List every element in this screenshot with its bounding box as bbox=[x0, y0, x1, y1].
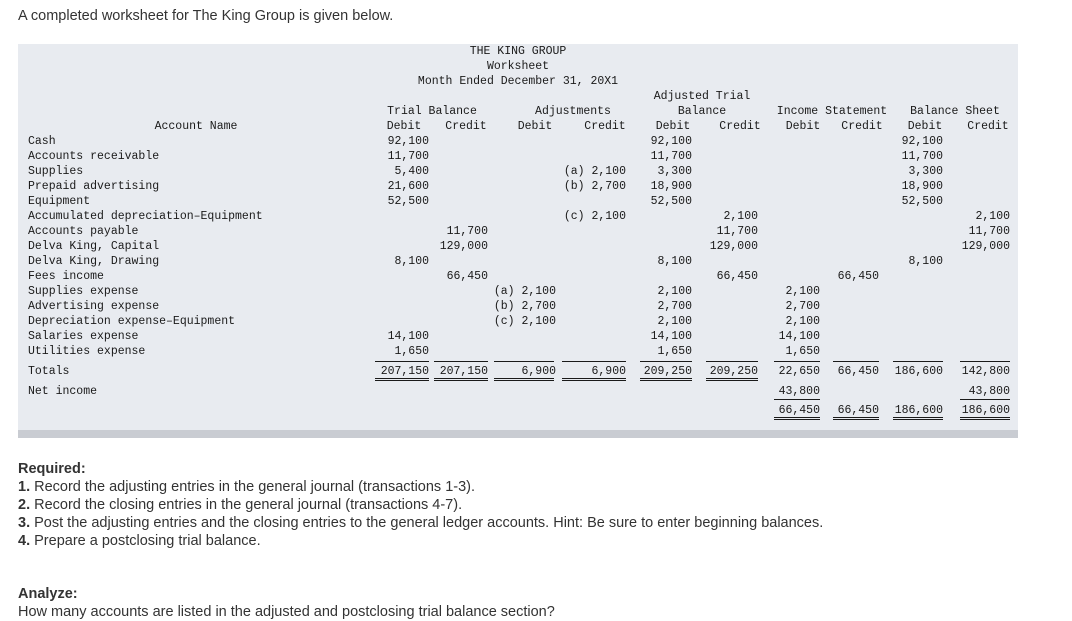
account-name: Delva King, Capital bbox=[28, 240, 160, 253]
balance-debit: 92,100 bbox=[901, 135, 943, 148]
total-income-credit: 66,450 bbox=[837, 365, 879, 378]
underline bbox=[893, 361, 943, 362]
adjusted-credit: 11,700 bbox=[716, 225, 758, 238]
account-name: Salaries expense bbox=[28, 330, 139, 343]
trial-debit: 5,400 bbox=[394, 165, 429, 178]
double-underline bbox=[774, 417, 820, 420]
double-underline bbox=[640, 378, 692, 381]
adjusted-debit: 2,700 bbox=[657, 300, 692, 313]
totals-label: Totals bbox=[28, 365, 70, 378]
account-name: Cash bbox=[28, 135, 56, 148]
col-header-debit: Debit bbox=[386, 120, 422, 133]
income-debit: 2,100 bbox=[785, 285, 820, 298]
double-underline bbox=[494, 378, 554, 381]
required-item-4: 4. Prepare a postclosing trial balance. bbox=[18, 533, 261, 549]
trial-debit: 8,100 bbox=[394, 255, 429, 268]
underline bbox=[494, 361, 554, 362]
adjustment-debit: (c) 2,100 bbox=[493, 315, 556, 328]
adjustment-debit: (b) 2,700 bbox=[493, 300, 556, 313]
underline bbox=[774, 361, 820, 362]
double-underline bbox=[833, 417, 879, 420]
account-name: Depreciation expense–Equipment bbox=[28, 315, 236, 328]
col-header-credit: Credit bbox=[719, 120, 761, 133]
account-name: Equipment bbox=[28, 195, 91, 208]
account-name: Supplies bbox=[28, 165, 84, 178]
col-header-credit: Credit bbox=[584, 120, 626, 133]
underline bbox=[833, 361, 879, 362]
total-balance-debit: 186,600 bbox=[894, 365, 943, 378]
col-header-credit: Credit bbox=[967, 120, 1009, 133]
adjusted-debit: 52,500 bbox=[650, 195, 692, 208]
underline bbox=[706, 361, 758, 362]
col-header-debit: Debit bbox=[655, 120, 691, 133]
adjustment-debit: (a) 2,100 bbox=[493, 285, 556, 298]
trial-debit: 11,700 bbox=[387, 150, 429, 163]
balance-debit: 18,900 bbox=[901, 180, 943, 193]
underline bbox=[774, 399, 820, 400]
col-header-credit: Credit bbox=[841, 120, 883, 133]
underline bbox=[960, 399, 1010, 400]
underline bbox=[562, 361, 626, 362]
adjusted-debit: 1,650 bbox=[657, 345, 692, 358]
double-underline bbox=[893, 417, 943, 420]
required-heading: Required: bbox=[18, 461, 86, 477]
analyze-heading: Analyze: bbox=[18, 586, 78, 602]
account-name: Advertising expense bbox=[28, 300, 160, 313]
analyze-section bbox=[18, 585, 555, 621]
account-name: Prepaid advertising bbox=[28, 180, 160, 193]
worksheet-name: Worksheet bbox=[486, 60, 550, 73]
trial-credit: 11,700 bbox=[446, 225, 488, 238]
account-name-header: Account Name bbox=[154, 120, 238, 133]
trial-debit: 92,100 bbox=[387, 135, 429, 148]
adjusted-debit: 92,100 bbox=[650, 135, 692, 148]
underline bbox=[960, 361, 1010, 362]
trial-debit: 1,650 bbox=[394, 345, 429, 358]
income-debit: 2,100 bbox=[785, 315, 820, 328]
adjusted-debit: 8,100 bbox=[657, 255, 692, 268]
adjusted-trial-header-1: Adjusted Trial bbox=[653, 90, 751, 103]
adjusted-credit: 66,450 bbox=[716, 270, 758, 283]
required-item-2: 2. Record the closing entries in the general journal (transactions 4-7). bbox=[18, 497, 463, 513]
col-header-debit: Debit bbox=[785, 120, 821, 133]
total-balance-credit: 142,800 bbox=[961, 365, 1010, 378]
double-underline bbox=[706, 378, 758, 381]
trial-debit: 52,500 bbox=[387, 195, 429, 208]
income-debit: 2,700 bbox=[785, 300, 820, 313]
trial-debit: 21,600 bbox=[387, 180, 429, 193]
company-name: THE KING GROUP bbox=[469, 45, 567, 58]
final-balance-credit: 186,600 bbox=[961, 404, 1010, 417]
intro-text: A completed worksheet for The King Group is given below. bbox=[18, 8, 394, 24]
account-name: Utilities expense bbox=[28, 345, 146, 358]
income-statement-header: Income Statement bbox=[776, 105, 888, 118]
adjustment-credit: (c) 2,100 bbox=[563, 210, 626, 223]
adjusted-debit: 18,900 bbox=[650, 180, 692, 193]
total-adjustment-credit: 6,900 bbox=[591, 365, 626, 378]
income-debit: 1,650 bbox=[785, 345, 820, 358]
trial-credit: 129,000 bbox=[439, 240, 488, 253]
adjusted-debit: 2,100 bbox=[657, 315, 692, 328]
total-adjusted-credit: 209,250 bbox=[709, 365, 758, 378]
adjustment-credit: (b) 2,700 bbox=[563, 180, 626, 193]
adjusted-debit: 3,300 bbox=[657, 165, 692, 178]
account-name: Delva King, Drawing bbox=[28, 255, 160, 268]
double-underline bbox=[375, 378, 429, 381]
total-income-debit: 22,650 bbox=[778, 365, 820, 378]
trial-credit: 66,450 bbox=[446, 270, 488, 283]
income-credit: 66,450 bbox=[837, 270, 879, 283]
double-underline bbox=[960, 417, 1010, 420]
adjusted-debit: 11,700 bbox=[650, 150, 692, 163]
balance-sheet-header: Balance Sheet bbox=[910, 105, 1000, 118]
balance-credit: 2,100 bbox=[975, 210, 1010, 223]
adjusted-credit: 2,100 bbox=[723, 210, 758, 223]
analyze-question: How many accounts are listed in the adjusted and postclosing trial balance section? bbox=[18, 604, 555, 620]
required-item-1: 1. Record the adjusting entries in the general journal (transactions 1-3). bbox=[18, 479, 476, 495]
balance-debit: 3,300 bbox=[908, 165, 943, 178]
underline bbox=[640, 361, 692, 362]
net-income-label: Net income bbox=[28, 385, 98, 398]
income-debit: 14,100 bbox=[778, 330, 820, 343]
col-header-credit: Credit bbox=[445, 120, 487, 133]
adjustment-credit: (a) 2,100 bbox=[563, 165, 626, 178]
final-income-debit: 66,450 bbox=[778, 404, 820, 417]
total-adjustment-debit: 6,900 bbox=[521, 365, 556, 378]
adjusted-credit: 129,000 bbox=[709, 240, 758, 253]
trial-debit: 14,100 bbox=[387, 330, 429, 343]
balance-debit: 8,100 bbox=[908, 255, 943, 268]
account-name: Accounts receivable bbox=[28, 150, 160, 163]
net-income-balance-credit: 43,800 bbox=[968, 385, 1010, 398]
total-adjusted-debit: 209,250 bbox=[643, 365, 692, 378]
adjusted-debit: 2,100 bbox=[657, 285, 692, 298]
worksheet-scrollbar[interactable] bbox=[18, 430, 1018, 438]
underline bbox=[375, 361, 429, 362]
balance-credit: 129,000 bbox=[961, 240, 1010, 253]
worksheet-period: Month Ended December 31, 20X1 bbox=[417, 75, 619, 88]
required-item-3: 3. Post the adjusting entries and the closing entries to the general ledger accounts. Hint: Be sure to enter beginning balances. bbox=[18, 515, 824, 531]
net-income-income-debit: 43,800 bbox=[778, 385, 820, 398]
total-trial-credit: 207,150 bbox=[439, 365, 488, 378]
total-trial-debit: 207,150 bbox=[380, 365, 429, 378]
account-name: Accounts payable bbox=[28, 225, 139, 238]
adjusted-debit: 14,100 bbox=[650, 330, 692, 343]
double-underline bbox=[434, 378, 488, 381]
final-income-credit: 66,450 bbox=[837, 404, 879, 417]
double-underline bbox=[562, 378, 626, 381]
required-section bbox=[18, 460, 823, 550]
account-name: Accumulated depreciation–Equipment bbox=[28, 210, 263, 223]
col-header-debit: Debit bbox=[517, 120, 553, 133]
balance-debit: 52,500 bbox=[901, 195, 943, 208]
final-balance-debit: 186,600 bbox=[894, 404, 943, 417]
account-name: Fees income bbox=[28, 270, 104, 283]
balance-debit: 11,700 bbox=[901, 150, 943, 163]
trial-balance-header: Trial Balance bbox=[387, 105, 477, 118]
adjusted-trial-header-2: Balance bbox=[677, 105, 727, 118]
col-header-debit: Debit bbox=[907, 120, 943, 133]
underline bbox=[434, 361, 488, 362]
adjustments-header: Adjustments bbox=[535, 105, 611, 118]
balance-credit: 11,700 bbox=[968, 225, 1010, 238]
account-name: Supplies expense bbox=[28, 285, 139, 298]
